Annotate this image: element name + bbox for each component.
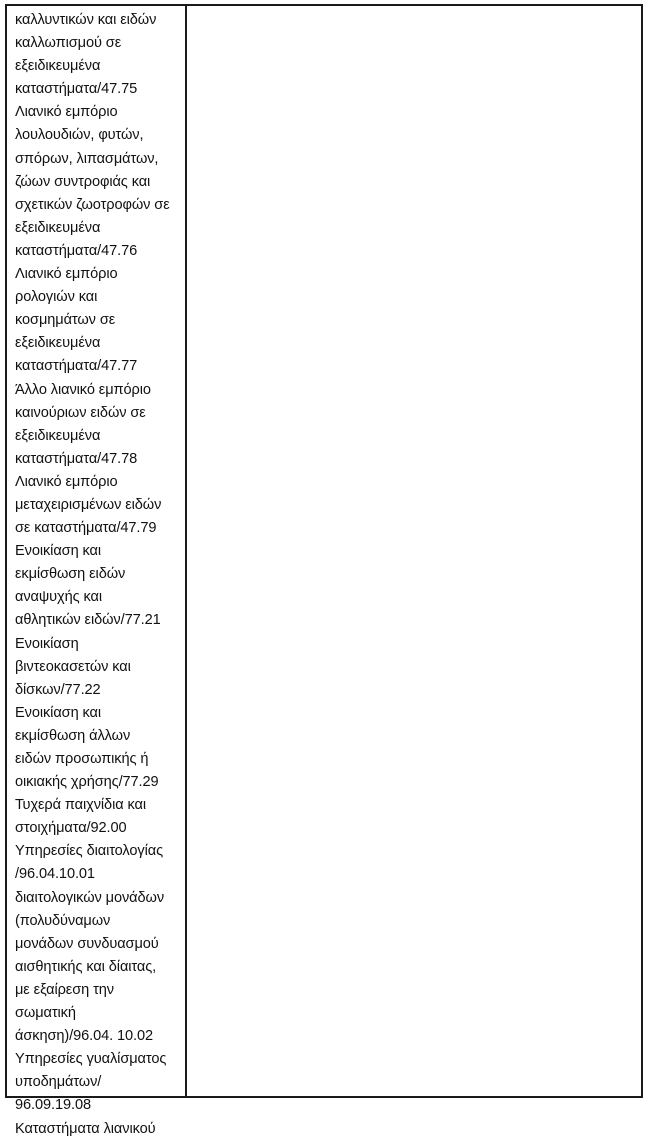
- table-cell-text-line: 96.09.19.08: [15, 1097, 91, 1114]
- table-cell-text-line: Λιανικό εμπόριο: [15, 473, 118, 490]
- table-cell-text-line: καταστήματα/47.76: [15, 242, 138, 259]
- table-cell-text-line: /96.04.10.01: [15, 866, 95, 883]
- table-cell-text-line: σε καταστήματα/47.79: [15, 520, 157, 537]
- table-cell-text-line: καλλωπισμού σε: [15, 35, 122, 52]
- table-cell-text-line: σωματική: [15, 1005, 76, 1022]
- table-cell-text-line: εκμίσθωση άλλων: [15, 727, 131, 744]
- table-cell-text-line: Άλλο λιανικό εμπόριο: [15, 381, 151, 398]
- table-cell-text-line: βιντεοκασετών και: [15, 658, 131, 675]
- table-cell-text-line: αθλητικών ειδών/77.21: [15, 612, 161, 629]
- table-cell-text-line: καταστήματα/47.77: [15, 358, 138, 375]
- table-cell-text-line: Υπηρεσίες διαιτολογίας: [15, 843, 164, 860]
- table-cell-text-line: αισθητικής και δίαιτας,: [15, 958, 157, 975]
- table-cell-text-line: διαιτολογικών μονάδων: [15, 889, 165, 906]
- table-cell-text-line: ζώων συντροφιάς και: [15, 173, 151, 190]
- table-cell-text-line: Τυχερά παιχνίδια και: [15, 797, 146, 814]
- table-cell-text-line: μεταχειρισμένων ειδών: [15, 496, 162, 513]
- table-cell-text-line: καλλυντικών και ειδών: [15, 12, 157, 28]
- table-cell-text-line: Λιανικό εμπόριο: [15, 104, 118, 121]
- table-cell-text-line: καινούριων ειδών σε: [15, 404, 146, 421]
- table-left-column: [7, 6, 187, 1137]
- table-cell-text-line: άσκηση)/96.04. 10.02: [15, 1028, 154, 1045]
- table-cell-text-line: κοσμημάτων σε: [15, 312, 116, 329]
- table-cell-text-line: εξειδικευμένα: [15, 335, 101, 352]
- table-cell-text-line: δίσκων/77.22: [15, 681, 101, 698]
- table-cell-text-line: εξειδικευμένα: [15, 219, 101, 236]
- table-cell-text-line: ρολογιών και: [15, 289, 98, 306]
- table-cell-text-line: με εξαίρεση την: [15, 981, 114, 998]
- table-cell-text-line: υποδημάτων/: [15, 1074, 102, 1091]
- document-table: [5, 4, 643, 1137]
- table-right-column-empty: [187, 6, 641, 1096]
- table-cell-text-line: εξειδικευμένα: [15, 427, 101, 444]
- table-cell-text-line: οικιακής χρήσης/77.29: [15, 774, 159, 791]
- table-cell-text-line: ειδών προσωπικής ή: [15, 751, 149, 767]
- table-cell-text-line: εξειδικευμένα: [15, 58, 101, 75]
- table-cell-text-line: αναψυχής και: [15, 589, 103, 606]
- table-cell-text-line: Ενοικίαση και: [15, 543, 102, 560]
- table-cell-text-line: Ενοικίαση και: [15, 704, 102, 721]
- table-cell-text-line: καταστήματα/47.78: [15, 450, 138, 467]
- table-cell-text-line: (πολυδύναμων: [15, 912, 111, 929]
- table-cell-text-line: εκμίσθωση ειδών: [15, 566, 126, 583]
- table-cell-text-line: Υπηρεσίες γυαλίσματος: [15, 1051, 167, 1068]
- table-cell-text-line: σχετικών ζωοτροφών σε: [15, 196, 170, 213]
- table-cell-text-line: Καταστήματα λιανικού: [15, 1120, 156, 1137]
- table-cell-text-line: Λιανικό εμπόριο: [15, 266, 118, 283]
- table-cell-text-line: μονάδων συνδυασμού: [15, 935, 159, 952]
- table-cell-text-line: στοιχήματα/92.00: [15, 820, 127, 837]
- table-cell-text-line: λουλουδιών, φυτών,: [15, 127, 144, 144]
- table-cell-text-line: καταστήματα/47.75: [15, 81, 138, 98]
- table-cell-text-line: σπόρων, λιπασμάτων,: [15, 150, 159, 167]
- table-cell-text-line: Ενοικίαση: [15, 635, 79, 652]
